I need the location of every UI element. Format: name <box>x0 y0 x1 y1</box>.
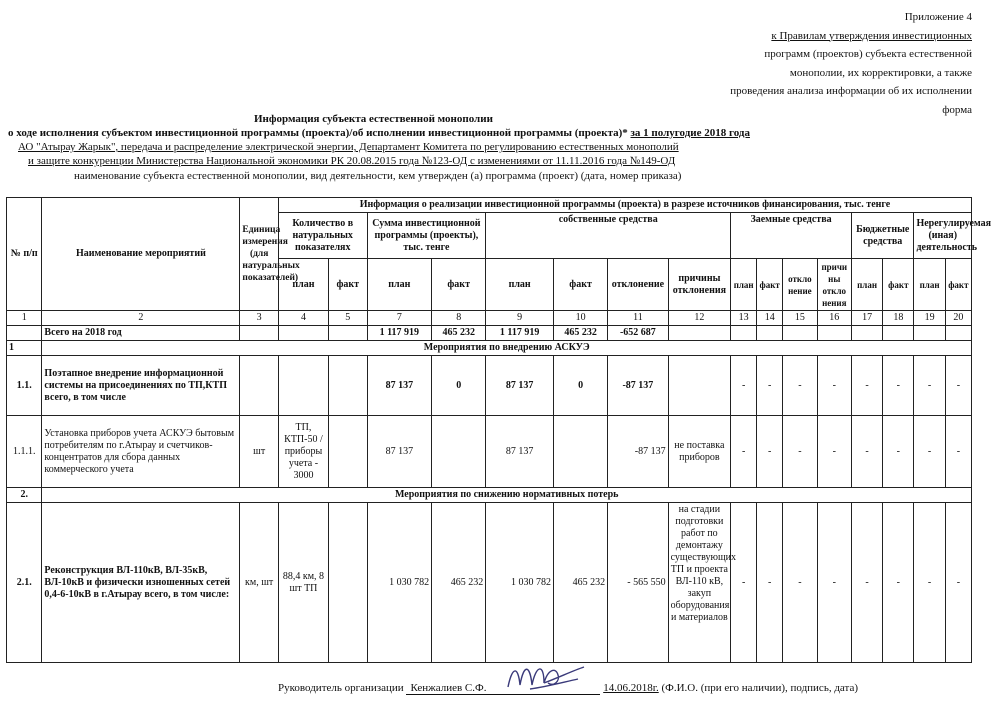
row-name: Поэтапное внедрение информационной системы на присоединениях по ТП,КТП всего, в том числе <box>42 356 240 416</box>
dash-cell: - <box>757 503 783 663</box>
qty-plan: ТП, КТП-50 / приборы учета - 3000 <box>278 416 328 488</box>
header-plan: план <box>367 259 432 311</box>
dash-cell: - <box>914 356 945 416</box>
column-number: 13 <box>731 311 757 326</box>
sum-fact: 0 <box>432 356 486 416</box>
empty-cell <box>783 326 817 341</box>
empty-cell <box>945 326 971 341</box>
dash-cell: - <box>945 416 971 488</box>
title-caption: наименование субъекта естественной монополии, вид деятельности, кем утвержден (а) программа (проект) (дата, номер приказа) <box>74 170 682 182</box>
empty-cell <box>668 326 731 341</box>
investment-table <box>6 197 992 663</box>
empty-cell <box>240 326 279 341</box>
title-line <box>8 127 750 141</box>
empty-cell <box>851 326 882 341</box>
header-plan: план <box>851 259 882 311</box>
column-number: 20 <box>945 311 971 326</box>
empty-cell <box>914 326 945 341</box>
section-row <box>7 488 972 503</box>
appendix-line: Приложение 4 <box>904 11 972 23</box>
total-label: Всего на 2018 год <box>42 326 240 341</box>
column-number: 9 <box>486 311 554 326</box>
column-number: 11 <box>608 311 668 326</box>
title-line: Информация субъекта естественной монополии <box>254 113 493 125</box>
header-unit: Единица измерения (для натуральных показателей) <box>240 198 279 311</box>
appendix-line: форма <box>942 103 972 116</box>
appendix-note <box>730 8 972 119</box>
column-number: 19 <box>914 311 945 326</box>
header-deviation: отклонение <box>608 259 668 311</box>
appendix-line: монополии, их корректировки, а также <box>789 66 972 79</box>
column-number: 14 <box>757 311 783 326</box>
header-reason: причины отклонения <box>668 259 731 311</box>
sum-plan: 87 137 <box>367 416 432 488</box>
dash-cell: - <box>851 356 882 416</box>
empty-cell <box>328 326 367 341</box>
dash-cell: - <box>883 503 914 663</box>
empty-cell <box>240 356 279 416</box>
total-own-fact: 465 232 <box>554 326 608 341</box>
appendix-line: к Правилам утверждения инвестиционных <box>771 29 972 42</box>
header-financing: Информация о реализации инвестиционной программы (проекта) в разрезе источников финансирования, тыс. тенге <box>278 198 971 213</box>
row-number: 2.1. <box>7 503 42 663</box>
own-plan: 1 030 782 <box>486 503 554 663</box>
header-fact: факт <box>883 259 914 311</box>
dash-cell: - <box>783 416 817 488</box>
column-number: 18 <box>883 311 914 326</box>
empty-cell <box>278 326 328 341</box>
dash-cell: - <box>783 356 817 416</box>
empty-cell <box>883 326 914 341</box>
dash-cell: - <box>783 503 817 663</box>
total-sum-plan: 1 117 919 <box>367 326 432 341</box>
dash-cell: - <box>851 416 882 488</box>
own-plan: 87 137 <box>486 356 554 416</box>
header-deviation: откло нение <box>783 259 817 311</box>
dash-cell: - <box>883 356 914 416</box>
signature-blank <box>490 682 600 695</box>
column-number: 12 <box>668 311 731 326</box>
header-plan: план <box>731 259 757 311</box>
header-num: № п/п <box>7 198 42 311</box>
header-fact: факт <box>945 259 971 311</box>
sum-fact: 465 232 <box>432 503 486 663</box>
own-fact: 465 232 <box>554 503 608 663</box>
header-loan-funds: Заемные средства <box>731 213 852 259</box>
dash-cell: - <box>731 356 757 416</box>
signature-date: 14.06.2018г. <box>603 682 659 694</box>
title-text: о ходе исполнения субъектом инвестиционной программы (проекта)/об исполнении инвестиционной программы (проекта)* <box>8 127 628 139</box>
header-irregular: Нерегулируемая (иная) деятельность <box>914 213 972 259</box>
total-row <box>7 326 972 341</box>
empty-cell <box>328 356 367 416</box>
qty-plan: 88,4 км, 8 шт ТП <box>278 503 328 663</box>
row-name: Установка приборов учета АСКУЭ бытовым потребителям по г.Атырау и счетчиков-концентратов для сбора данных коммерческого учета <box>42 416 240 488</box>
total-own-plan: 1 117 919 <box>486 326 554 341</box>
section-number: 1 <box>7 341 42 356</box>
table-row <box>7 416 972 488</box>
signature-line <box>278 682 858 695</box>
dash-cell: - <box>914 416 945 488</box>
order-line: и защите конкуренции Министерства Национальной экономики РК 20.08.2015 года №123-ОД с изменениями от 11.11.2016 года №149-ОД <box>28 155 676 167</box>
column-number: 2 <box>42 311 240 326</box>
own-deviation: -87 137 <box>608 416 668 488</box>
signature-label: Руководитель организации <box>278 682 404 694</box>
header-sum: Сумма инвестиционной программы (проекты), тыс. тенге <box>367 213 486 259</box>
dash-cell: - <box>757 356 783 416</box>
dash-cell: - <box>914 503 945 663</box>
dash-cell: - <box>817 503 851 663</box>
dash-cell: - <box>731 416 757 488</box>
signatory-name: Кенжалиев С.Ф. <box>406 682 490 695</box>
appendix-line: проведения анализа информации об их исполнении <box>730 85 972 97</box>
header-fact: факт <box>432 259 486 311</box>
sum-plan: 87 137 <box>367 356 432 416</box>
organization-line: АО "Атырау Жарык", передача и распределение электрической энергии, Департамент Комитета по регулированию естественных монополий <box>18 141 679 153</box>
dash-cell: - <box>817 356 851 416</box>
header-plan: план <box>914 259 945 311</box>
header-fact: факт <box>328 259 367 311</box>
section-title: Мероприятия по внедрению АСКУЭ <box>42 341 972 356</box>
total-own-deviation: -652 687 <box>608 326 668 341</box>
empty-cell <box>757 326 783 341</box>
row-number: 1.1.1. <box>7 416 42 488</box>
dash-cell: - <box>945 356 971 416</box>
total-sum-fact: 465 232 <box>432 326 486 341</box>
empty-cell <box>7 326 42 341</box>
row-number: 1.1. <box>7 356 42 416</box>
own-deviation: - 565 550 <box>608 503 668 663</box>
dash-cell: - <box>731 503 757 663</box>
table-row <box>7 503 972 663</box>
deviation-reason: не поставка приборов <box>668 416 731 488</box>
column-number: 5 <box>328 311 367 326</box>
column-number: 4 <box>278 311 328 326</box>
section-row <box>7 341 972 356</box>
own-deviation: -87 137 <box>608 356 668 416</box>
dash-cell: - <box>945 503 971 663</box>
section-title: Мероприятия по снижению нормативных потерь <box>42 488 972 503</box>
header-fact: факт <box>554 259 608 311</box>
table-row <box>7 356 972 416</box>
deviation-reason: на стадии подготовки работ по демонтажу существующих ТП и проекта ВЛ-110 кВ, закуп оборудования и материалов <box>668 503 731 663</box>
appendix-line: программ (проектов) субъекта естественной <box>764 48 972 60</box>
empty-cell <box>668 356 731 416</box>
empty-cell <box>328 503 367 663</box>
report-period: за 1 полугодие 2018 года <box>630 127 750 139</box>
empty-cell <box>817 326 851 341</box>
dash-cell: - <box>851 503 882 663</box>
dash-cell: - <box>817 416 851 488</box>
row-unit: шт <box>240 416 279 488</box>
column-number: 10 <box>554 311 608 326</box>
dash-cell: - <box>883 416 914 488</box>
header-fact: факт <box>757 259 783 311</box>
column-number: 17 <box>851 311 882 326</box>
column-number: 1 <box>7 311 42 326</box>
header-plan: план <box>486 259 554 311</box>
header-reason: причи ны откло нения <box>817 259 851 311</box>
header-plan: план <box>278 259 328 311</box>
column-number: 7 <box>367 311 432 326</box>
empty-cell <box>731 326 757 341</box>
empty-cell <box>554 416 608 488</box>
column-number: 3 <box>240 311 279 326</box>
section-number: 2. <box>7 488 42 503</box>
column-numbers-row <box>7 311 972 326</box>
header-budget-funds: Бюджетные средства <box>851 213 914 259</box>
header-own-funds: собственные средства <box>486 213 731 259</box>
signature-caption: (Ф.И.О. (при его наличии), подпись, дата) <box>661 682 859 694</box>
column-number: 15 <box>783 311 817 326</box>
column-number: 8 <box>432 311 486 326</box>
row-unit: км, шт <box>240 503 279 663</box>
empty-cell <box>432 416 486 488</box>
empty-cell <box>328 416 367 488</box>
header-quantity: Количество в натуральных показателях <box>278 213 367 259</box>
dash-cell: - <box>757 416 783 488</box>
row-name: Реконструкция ВЛ-110кВ, ВЛ-35кВ, ВЛ-10кВ и физически изношенных сетей 0,4-6-10кВ в г.Атырау всего, в том числе: <box>42 503 240 663</box>
column-number: 16 <box>817 311 851 326</box>
sum-plan: 1 030 782 <box>367 503 432 663</box>
own-plan: 87 137 <box>486 416 554 488</box>
empty-cell <box>278 356 328 416</box>
own-fact: 0 <box>554 356 608 416</box>
header-name: Наименование мероприятий <box>42 198 240 311</box>
